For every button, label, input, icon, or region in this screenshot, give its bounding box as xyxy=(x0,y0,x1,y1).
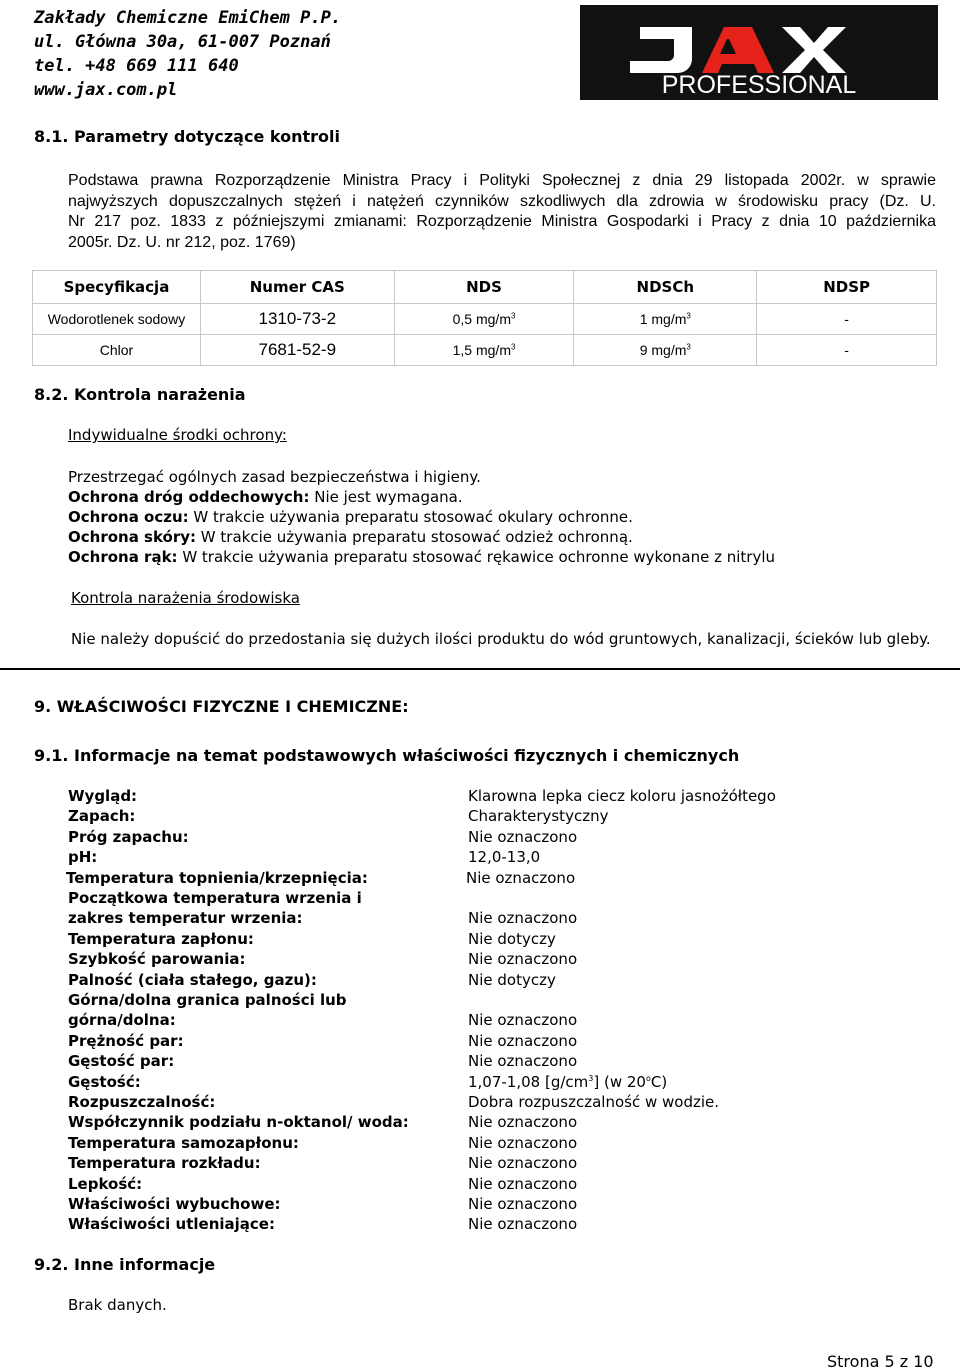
cell-spec: Chlor xyxy=(33,335,201,366)
general-hygiene-text: Przestrzegać ogólnych zasad bezpieczeństwa i higieny. xyxy=(68,468,481,486)
property-value: Nie oznaczono xyxy=(468,828,578,846)
property-value: Nie oznaczono xyxy=(466,869,576,887)
cell-ndsp: - xyxy=(757,304,937,335)
other-information-text: Brak danych. xyxy=(68,1296,167,1314)
col-header-ndsch: NDSCh xyxy=(574,271,757,304)
table-header-row xyxy=(33,271,937,304)
property-value: Nie oznaczono xyxy=(468,1175,578,1193)
property-value: Klarowna lepka ciecz koloru jasnożółtego xyxy=(468,787,776,805)
section-9-2-heading: 9.2. Inne informacje xyxy=(34,1255,216,1274)
property-value: Nie oznaczono xyxy=(468,1215,578,1233)
property-label: Początkowa temperatura wrzenia i xyxy=(68,889,362,907)
property-label: Temperatura zapłonu: xyxy=(68,930,254,948)
col-header-cas: Numer CAS xyxy=(200,271,394,304)
property-value: 1,07-1,08 $[g/cm^3]$ (w 20$^o$C) xyxy=(468,1073,668,1091)
section-8-2-heading: 8.2. Kontrola narażenia xyxy=(34,385,246,404)
environmental-exposure-text: Nie należy dopuścić do przedostania się dużych ilości produktu do wód gruntowych, kanalizacji, ścieków lub gleby. xyxy=(71,630,931,648)
property-label: Gęstość par: xyxy=(68,1052,175,1070)
cell-ndsch: 9 $mg/m^3$ xyxy=(574,335,757,366)
property-label: Wygląd: xyxy=(68,787,138,805)
property-label: Lepkość: xyxy=(68,1175,143,1193)
property-label: Właściwości utleniające: xyxy=(68,1215,275,1233)
col-header-nds: NDS xyxy=(394,271,574,304)
property-label: zakres temperatur wrzenia: xyxy=(68,909,303,927)
jax-logo-mark xyxy=(580,5,938,100)
property-value: Nie oznaczono xyxy=(468,1113,578,1131)
exposure-limits-table xyxy=(32,270,937,366)
logo-professional-text: PROFESSIONAL xyxy=(661,71,857,99)
eye-protection: Ochrona oczu: W trakcie używania preparatu stosować okulary ochronne. xyxy=(68,508,633,526)
cell-ndsp: - xyxy=(757,335,937,366)
section-9-heading: 9. WŁAŚCIWOŚCI FIZYCZNE I CHEMICZNE: xyxy=(34,697,409,716)
cell-cas: 1310-73-2 xyxy=(200,304,394,335)
property-label: Gęstość: xyxy=(68,1073,141,1091)
legal-basis-line: 2005r. Dz. U. nr 212, poz. 1769) xyxy=(68,233,296,251)
property-value: Charakterystyczny xyxy=(468,807,609,825)
section-divider xyxy=(0,668,960,670)
skin-protection: Ochrona skóry: W trakcie używania preparatu stosować odzież ochronną. xyxy=(68,528,633,546)
page-number: Strona 5 z 10 xyxy=(827,1352,934,1371)
property-value: Dobra rozpuszczalność w wodzie. xyxy=(468,1093,720,1111)
property-value: Nie oznaczono xyxy=(468,1011,578,1029)
legal-basis-line: Podstawa prawna Rozporządzenie Ministra Pracy i Polityki Społecznej z dnia 29 listopada 2002r. w sprawie xyxy=(68,172,936,189)
property-value: Nie oznaczono xyxy=(468,950,578,968)
property-value: Nie oznaczono xyxy=(468,1032,578,1050)
property-label: Temperatura rozkładu: xyxy=(68,1154,261,1172)
property-label: Właściwości wybuchowe: xyxy=(68,1195,281,1213)
section-8-1-heading: 8.1. Parametry dotyczące kontroli xyxy=(34,127,340,146)
cell-nds: 1,5 $mg/m^3$ xyxy=(394,335,574,366)
respiratory-protection: Ochrona dróg oddechowych: Nie jest wymagana. xyxy=(68,488,463,506)
property-label: Współczynnik podziału n-oktanol/ woda: xyxy=(68,1113,409,1131)
property-value: Nie oznaczono xyxy=(468,909,578,927)
col-header-ndsp: NDSP xyxy=(757,271,937,304)
property-label: pH: xyxy=(68,848,98,866)
cell-ndsch: 1 $mg/m^3$ xyxy=(574,304,757,335)
legal-basis-paragraph xyxy=(68,171,936,253)
property-label: Temperatura samozapłonu: xyxy=(68,1134,299,1152)
individual-protection-title: Indywidualne środki ochrony: xyxy=(68,426,287,444)
company-address: ul. Główna 30a, 61-007 Poznań xyxy=(34,32,331,52)
property-label: Górna/dolna granica palności lub xyxy=(68,991,347,1009)
property-label: Zapach: xyxy=(68,807,136,825)
property-value: Nie dotyczy xyxy=(468,971,556,989)
legal-basis-line: Nr 217 poz. 1833 z późniejszymi zmianami: Rozporządzenie Ministra Gospodarki i Pracy z dnia 10 października xyxy=(68,213,936,230)
property-label: Prężność par: xyxy=(68,1032,184,1050)
property-value: Nie oznaczono xyxy=(468,1052,578,1070)
legal-basis-line: najwyższych dopuszczalnych stężeń i natężeń czynników szkodliwych dla zdrowia w środowisku pracy (Dz. U. xyxy=(68,192,936,210)
property-label: górna/dolna: xyxy=(68,1011,176,1029)
property-value: 12,0-13,0 xyxy=(468,848,541,866)
property-value: Nie dotyczy xyxy=(468,930,556,948)
property-label: Próg zapachu: xyxy=(68,828,189,846)
cell-cas: 7681-52-9 xyxy=(200,335,394,366)
hand-protection: Ochrona rąk: W trakcie używania preparatu stosować rękawice ochronne wykonane z nitrylu xyxy=(68,548,775,566)
jax-professional-logo xyxy=(580,5,938,100)
company-name: Zakłady Chemiczne EmiChem P.P. xyxy=(34,8,342,28)
company-phone: tel. +48 669 111 640 xyxy=(34,56,239,76)
property-value: Nie oznaczono xyxy=(468,1195,578,1213)
property-label: Temperatura topnienia/krzepnięcia: xyxy=(66,869,368,887)
property-value: Nie oznaczono xyxy=(468,1134,578,1152)
property-label: Palność (ciała stałego, gazu): xyxy=(68,971,317,989)
cell-spec: Wodorotlenek sodowy xyxy=(33,304,201,335)
section-9-1-heading: 9.1. Informacje na temat podstawowych właściwości fizycznych i chemicznych xyxy=(34,746,740,765)
col-header-spec: Specyfikacja xyxy=(33,271,201,304)
environmental-exposure-title: Kontrola narażenia środowiska xyxy=(71,589,300,607)
property-label: Rozpuszczalność: xyxy=(68,1093,216,1111)
cell-nds: 0,5 $mg/m^3$ xyxy=(394,304,574,335)
property-label: Szybkość parowania: xyxy=(68,950,246,968)
property-value: Nie oznaczono xyxy=(468,1154,578,1172)
company-website: www.jax.com.pl xyxy=(34,80,178,100)
table-row xyxy=(33,335,937,366)
table-row xyxy=(33,304,937,335)
